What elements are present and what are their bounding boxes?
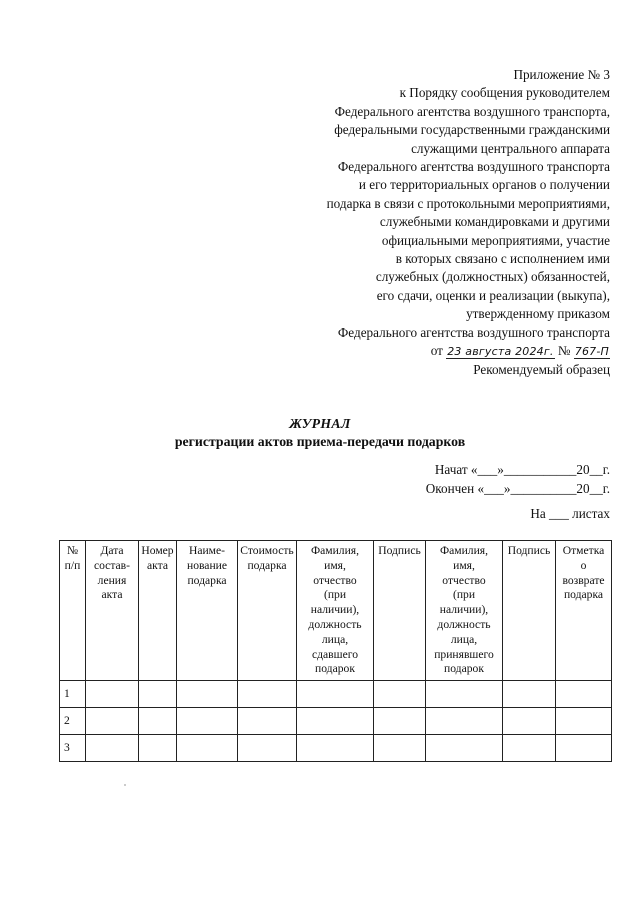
appendix-line: служебных (должностных) обязанностей, xyxy=(375,269,610,285)
table-cell xyxy=(556,708,612,735)
sheets-count: На ___ листах xyxy=(530,506,610,521)
appendix-line: Федерального агентства воздушного транспорта, xyxy=(334,103,610,119)
table-cell xyxy=(374,735,426,762)
table-cell xyxy=(238,681,297,708)
order-number-label: № xyxy=(557,343,571,359)
table-header-cell: Стоимость подарка xyxy=(238,541,297,681)
appendix-line: к Порядку сообщения руководителем xyxy=(399,85,610,101)
order-number-handwritten: 767-П xyxy=(574,345,609,359)
row-number-cell: 3 xyxy=(60,735,86,762)
table-header-cell: Подпись xyxy=(374,541,426,681)
table-cell xyxy=(177,735,238,762)
table-cell xyxy=(139,708,177,735)
table-header-cell: Подпись xyxy=(503,541,556,681)
journal-table xyxy=(59,540,612,762)
ended-date: Окончен «___»__________20__г. xyxy=(425,481,610,496)
journal-dates xyxy=(426,460,610,498)
table-cell xyxy=(374,708,426,735)
table-header-cell: Наиме- нование подарка xyxy=(177,541,238,681)
table-cell xyxy=(426,708,503,735)
appendix-block xyxy=(210,66,610,361)
recommended-sample-label: Рекомендуемый образец xyxy=(473,362,610,377)
appendix-line: утвержденному приказом xyxy=(466,306,610,322)
journal-title-main: ЖУРНАЛ xyxy=(289,416,351,431)
table-row xyxy=(60,708,612,735)
table-cell xyxy=(426,681,503,708)
table-cell xyxy=(238,735,297,762)
table-cell xyxy=(503,681,556,708)
table-cell xyxy=(86,735,139,762)
started-date: Начат «___»___________20__г. xyxy=(434,462,610,477)
table-row xyxy=(60,681,612,708)
order-prefix: от xyxy=(430,343,443,359)
table-header-cell: Отметка о возврате подарка xyxy=(556,541,612,681)
appendix-line: Федерального агентства воздушного транспорта xyxy=(337,159,610,175)
table-header-cell: Дата состав- ления акта xyxy=(86,541,139,681)
appendix-line: Федерального агентства воздушного транспорта xyxy=(337,324,610,340)
table-header-cell: № п/п xyxy=(60,541,86,681)
table-row xyxy=(60,735,612,762)
table-cell xyxy=(177,681,238,708)
table-cell xyxy=(374,681,426,708)
appendix-line: служебными командировками и другими xyxy=(379,214,610,230)
appendix-line: подарка в связи с протокольными мероприятиями, xyxy=(326,195,610,211)
appendix-line: федеральными государственными гражданскими xyxy=(334,122,610,138)
table-header-cell: Номер акта xyxy=(139,541,177,681)
journal-title xyxy=(0,415,640,451)
table-cell xyxy=(238,708,297,735)
scan-speck xyxy=(124,784,126,786)
table-cell xyxy=(503,735,556,762)
table-header-cell: Фамилия, имя, отчество (при наличии), должность лица, принявшего подарок xyxy=(426,541,503,681)
table-cell xyxy=(503,708,556,735)
row-number-cell: 1 xyxy=(60,681,86,708)
table-cell xyxy=(177,708,238,735)
table-header-row xyxy=(60,541,612,681)
table-header-cell: Фамилия, имя, отчество (при наличии), должность лица, сдавшего подарок xyxy=(297,541,374,681)
table-cell xyxy=(86,708,139,735)
appendix-line: в которых связано с исполнением ими xyxy=(395,251,610,267)
order-line xyxy=(210,342,610,360)
appendix-line: служащими центрального аппарата xyxy=(411,140,610,156)
appendix-line: Приложение № 3 xyxy=(513,67,610,82)
table-cell xyxy=(297,681,374,708)
table-cell xyxy=(139,681,177,708)
order-date-handwritten: 23 августа 2024г. xyxy=(447,345,554,359)
table-cell xyxy=(86,681,139,708)
row-number-cell: 2 xyxy=(60,708,86,735)
appendix-line: его сдачи, оценки и реализации (выкупа), xyxy=(376,287,610,303)
table-cell xyxy=(556,681,612,708)
table-cell xyxy=(297,735,374,762)
appendix-line: официальными мероприятиями, участие xyxy=(381,232,610,248)
journal-title-sub: регистрации актов приема-передачи подарков xyxy=(174,434,466,449)
table-cell xyxy=(297,708,374,735)
table-cell xyxy=(139,735,177,762)
table-cell xyxy=(556,735,612,762)
table-cell xyxy=(426,735,503,762)
appendix-line: и его территориальных органов о получении xyxy=(358,177,610,193)
